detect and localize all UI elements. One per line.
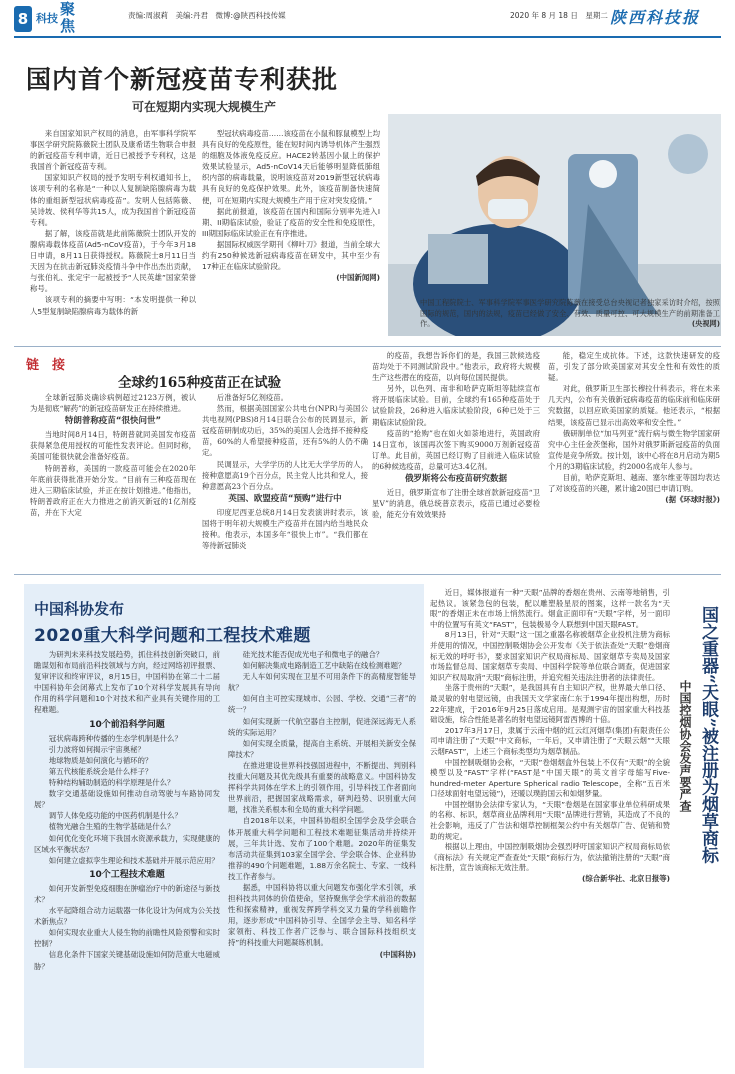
link-subhead-3: 俄罗斯将公布疫苗研究数据 (404, 474, 507, 485)
list-item: 调节人体免疫功能的中医药机制是什么？ (48, 811, 182, 821)
lead-column-2: 型冠状病毒疫苗……该疫苗在小鼠和豚鼠模型上均具有良好的免疫原性，能在短时间内诱导机体产生强烈的细胞及体液免疫反应。HACE2转基因小鼠上的保护效果试验显示，Ad5-nCoV14天后能够明显降低肺组织内部的病毒载量，说明该疫苗对2019新型冠状病毒具有良好的免疫保护效果。此外，该疫苗制备快速简便，可在短期内实现大规模生产用于应对突发疫情。” 据此前报道，该疫苗在国内和国际分别率先进入I期、II期临床试验，验证了疫苗的安全性和免疫原性，III期国际临床试验正在有序推进。 据国际权威医学期刊《柳叶刀》报道，当前全球大约有250种候选新冠病毒疫苗在研发中，其中至少有17种正在临床试验阶段。 (中国新闻网) (202, 129, 380, 283)
cast-source: (中国科协) (379, 949, 416, 959)
cast-column-1: 为研判未来科技发展趋势，抓住科技创新突破口，前瞻谋划和布局前沿科技领域与方向，经过网络初评报票、复审评议和终审评议，8月15日，中国科协在第二十二届中国科协年会闭幕式上发布了10个对科学发展具有导向作用的科学问题和10个对技术和产业具有关键作用的工程难题。 10个前沿科学问题 冠状病毒跨种传播的生态学机制是什么？ 引力波将如何揭示宇宙奥秘？ 地球物质是如何演化与循环的？ 第五代核能系统会是什么样子？ 特种结构辅助制造的科学原理是什么？ 数字交通基础设施如何推动自动驾驶与车路协同发展？ 调节人体免疫功能的中医药机制是什么？ 植物光融合生殖的生物学基础是什么？ 如何优化变化环境下我国水资源承载力，实现健康的区域水平衡状态？ 如何建立虚拟孪生理论和技术基础并开展示范应用？ 10个工程技术难题 如何开发新型免疫细胞在肿瘤治疗中的新途径与新技术？ 水平起降组合动力运载器一体化设计为何成为公关技术新焦点？ 如何实现农业重大人侵生物的前瞻性风险预警和实时控制？ 信息化条件下国家关键基础设施如何防范重大电磁威胁？ (34, 650, 220, 971)
lead-subheadline: 可在短期内实现大规模生产 (132, 100, 277, 114)
list-item: 如何实现全质量，提高自主系统、开展相关新安全保障技术？ (228, 738, 416, 759)
eng-problems-heading: 10个工程技术难题 (89, 869, 165, 880)
link-subhead-2: 英国、欧盟疫苗“预购”进行中 (228, 493, 342, 504)
header-rule (14, 36, 721, 38)
cast-title-line-1: 中国科协发布 (34, 600, 125, 618)
cast-column-2: 硅光技术能否促成光电子和微电子的融合？ 如何解决集成电路制造工艺中缺陷在线检测难题？ 无人车如何实现在卫星不可用条件下的高精度智能导航？ 如何自主可控实现城市、公园、学校、交通“三者”的统一？ 如何实现新一代航空器自主控制，促进深远海无人系统的实际运用？ 如何实现全质量，提高自主系统、开展相关新安全保障技术？ 在推进建设世界科技强国进程中，不断提出、判别科技重大问题及其优先级具有重要的战略意义。中国科协发挥科学共同体在学术上的引领作用，引导科技工作者面向世界前沿，把握国家战略需求，研判趋势、识别重大问题，找准关系根本和全局的重大科学问题。 自2018年以来，中国科协组织全国学会及学会联合体开展重大科学问题和工程技术难题征集活动并持续开展，三年共计选、发布了100个难题。2020年的征集发布活动共征集到103家全国学会、学会联合体、企业科协推荐的490个问题难题，1.88万余名院士、专家、一线科技工作者参与。 据悉，中国科协将以重大问题发布强化学术引领，承担科技共同体的价值使命，坚持聚焦学会学术前沿的数据性和探索精神，重视发挥跨学科交叉力量的学科前瞻作用，逐步形成“中国科协引导、全国学会主导、知名科学家领衔、科技工作者广泛参与、联合国际科技组织支持”的科技重大问题凝练机制。 (中国科协) (228, 650, 416, 959)
list-item: 引力波将如何揭示宇宙奥秘？ (48, 744, 145, 754)
link-column-4: 能，稳定生成抗体。下述，这款快速研发的疫苗，引发了部分欧美国家对其安全性和有效性的质疑。 对此，俄罗斯卫生部长穆拉什科表示，将在未来几天内，公布有关俄新冠病毒疫苗的临床前和临床研究数据，以回应欧美国家的质疑。他还表示，“根据结果，该疫苗已显示出高效率和安全性。” 俄研制单位“加马列亚”流行病与微生物学国家研究中心主任金茨堡称，国外对俄罗斯新冠疫苗的负面宣传是竞争所致。按计划，该中心将在8月启动为期5个月的3期临床试验，约2000名成年人参与。 目前，哈萨克斯坦、越南、塞尔维亚等国均表达了对该疫苗的兴趣，累计逾20国已申请订购。 (据《环球时报》) (548, 351, 721, 505)
sci-problems-list (34, 733, 220, 866)
page-header (0, 0, 735, 44)
list-item: 第五代核能系统会是什么样子？ (48, 766, 153, 776)
list-item: 无人车如何实现在卫星不可用条件下的高精度智能导航？ (228, 672, 416, 693)
link-subhead-1: 特朗普称疫苗“很快问世” (64, 416, 162, 427)
list-item: 特种结构辅助制造的科学原理是什么？ (48, 778, 175, 788)
list-item: 水平起降组合动力运载器一体化设计为何成为公关技术新焦点？ (34, 906, 220, 927)
link-column-1: 全球新冠肺炎确诊病例超过2123万例，被认为是彻底“解药”的新冠疫苗研发正在持续推进。 特朗普称疫苗“很快问世” 当地时间8月14日，特朗普就同美国发布疫苗获得紧急使用授权的可能性发表评论。但同时称，美国可能很快就会准备好疫苗。 特朗普称，美国的一款疫苗可能会在2020年年底前获得批准开始分发。“目前有三种疫苗现在进入三期临床试验，并正在按计划推进。”他指出，特朗普政府正在大力推进之前消灭新冠的1亿剂疫苗，并在下大定 (30, 393, 196, 517)
paper-masthead: 陕西科技报 (610, 8, 701, 27)
tianyan-body: 近日，媒体报道有一种“天眼”品牌的香烟在贵州、云南等地销售，引起热议。该紧急包的包装，配以雕塑般星辰的图案，这样一款名为“天眼”的香烟正未在市场上悄然流行。烟盒正面印有“天眼”字样，另一面印中的位置写有英文“FAST”，包装极易令人联想到中国天眼FAST。 8月13日，针对“天眼”这一国之重器名称被烟草企业投机注册为商标并使用的情况，中国控制吸烟协会公开发布《关于依法查处“天眼”卷烟商标无效的呼吁书》，要求国家知识产权局商标局、国家烟草专卖局及国家市场监督总局、国家烟草专卖局、中国科学院等单位联合调查，促进国家知识产权局取消“天眼”商标注册，并追究相关违法注册者的法律责任。 坐落于贵州的“天眼”，是我国具有自主知识产权，世界最大单口径、最灵敏的射电望远镜，由我国天文学家南仁东于1994年提出构想，历时22年建成，于2016年9月25日落成启用。是观测宇宙的国家重大科技基础设施，综合性能是著名的射电望远镜阿雷西博的十倍。 2017年3月17日，隶属于云南中烟的红云红河烟草(集团)有限责任公司申请注册了“天眼”中文商标，一年后，又申请注册了“天眼云烟”“天眼云烟FAST”，上述三个商标类型均为烟草制品。 中国控制吸烟协会称，“天眼”卷烟烟盒外包装上不仅有“天眼”的全貌模型以及“FAST”字样(“FAST是”中国天眼”的英文首字母缩写Five-hundred-meter Aperture Spherical radio Telescope，全称“五百米口径球面射电望远镜”)，还暖以璞韵国云和如烟梦量。 中国控烟协会法律专家认为，“天眼”卷烟是在国家事业单位科研成果的名称、标识，烟草商业品牌利用“天眼”品牌进行营销，其造成了不良的社会影响，违反了广告法和烟草控制框架公约中有关烟草广告、促销和赞助的规定。 根据以上理由，中国控制吸烟协会强烈呼吁国家知识产权局商标局依《商标法》有关规定严查查处“天眼”商标行为，依法撤销注册的“天眼”商标注册，宣告该商标无效注册。 (综合新华社、北京日报等) (430, 588, 670, 884)
list-item: 如何自主可控实现城市、公园、学校、交通“三者”的统一？ (228, 694, 416, 715)
eng-problems-list (34, 883, 220, 972)
link-source: (据《环球时报》) (665, 495, 720, 505)
link-tag: 链 接 (26, 358, 66, 373)
list-item: 如何实现新一代航空器自主控制，促进深远海无人系统的实际运用？ (228, 716, 416, 737)
section-divider-2 (14, 574, 721, 575)
tianyan-source: (综合新华社、北京日报等) (581, 874, 670, 884)
issue-date: 2020 年 8 月 18 日 星期二 (510, 11, 608, 20)
sci-problems-heading: 10个前沿科学问题 (89, 719, 165, 730)
section-title: 聚焦 (60, 0, 78, 35)
list-item: 如何优化变化环境下我国水资源承载力，实现健康的区域水平衡状态？ (34, 833, 220, 854)
list-item: 地球物质是如何演化与循环的？ (48, 755, 153, 765)
list-item: 如何实现农业重大人侵生物的前瞻性风险预警和实时控制？ (34, 928, 220, 949)
caption-source: (央视网) (691, 319, 720, 328)
list-item: 冠状病毒跨种传播的生态学机制是什么？ (48, 733, 182, 743)
list-item: 信息化条件下国家关键基础设施如何防范重大电磁威胁？ (34, 950, 220, 971)
list-item: 如何开发新型免疫细胞在肿瘤治疗中的新途径与新技术？ (34, 883, 220, 904)
editor-credits: 责编:周淑莉 美编:丹君 微博:@陕西科技传媒 (128, 11, 286, 20)
tianyan-subheadline: 中国控烟协会发声要严查 (678, 680, 692, 812)
section-divider-1 (14, 346, 721, 347)
lead-column-1: 来自国家知识产权局的消息，由军事科学院军事医学研究院陈薇院士团队及康希诺生物联合申报的新冠疫苗专利申请，近日已被授予专利权，这是我国首个新冠疫苗专利。 国家知识产权局的授予发明专利权通知书上，该项专利的名称是“一种以人复制缺陷腺病毒为载体的重组新型冠状病毒疫苗”。发明人包括陈薇、吴诗坡、侯利华等共15人，成为我国首个新冠疫苗专利。 据了解，该疫苗就是此前陈薇院士团队开发的腺病毒载体疫苗(Ad5-nCoV疫苗)，于今年3月18日申请，8月11日获得授权。陈薇院士8月11日当天因为在抗击新冠肺炎疫情斗争中作出杰出贡献，与张伯礼、张定宇一起被授予“人民英雄”国家荣誉称号。 该项专利的摘要中写明：“本发明提供一种以人5型复制缺陷腺病毒为载体的新 (30, 129, 196, 316)
photo-caption: 中国工程院院士、军事科学院军事医学研究院陈薇在接受总台央视记者独家采访时介绍，按照国际的规范，国内的法规，疫苗已经做了安全、有效、质量可控、可大规模生产的前期准备工作。 (央视网) (420, 298, 720, 328)
section-label: 科技 (36, 12, 58, 25)
link-column-2: 后准备好5亿剂疫苗。 然而，根据美国国家公共电台(NPR)与美国公共电视网(PBS)8月14日联合公布的民调显示，新冠疫苗研制成功后，35%的美国人会选择不接种疫苗，60%的人希望接种疫苗，还有5%的人仍不确定。 民调显示，大学学历的人比无大学学历的人，接种意愿高19个百分点，民主党人比共和党人，接种意愿高23个百分点。 英国、欧盟疫苗“预购”进行中 印度尼西亚总统8月14日发表演讲时表示，该国将于明年初大规模生产疫苗并在国内给当地民众接种。他表示，本国多年“很快上市”。“我们都在等待新冠肺炎 (202, 393, 368, 551)
link-column-3: 的疫苗，我想告诉你们的是，我国三款候选疫苗均处于不同测试阶段中。”他表示，政府将大规模生产这些潜在的疫苗，以向每位国民提供。 另外，以色列、南非和哈萨克斯坦等陆续宣布将开展临床试验。目前，全球约有165种疫苗处于试验阶段，26种进入临床试验阶段，6种已处于三期临床试验阶段。 疫苗的“抢购”也在如火如荼地进行，英国政府14日宣布，该国再次签下购买9000万剂新冠疫苗订单。此目前，英国已经订购了目前进入临床试验的6种候选疫苗，总量可达3.4亿剂。 俄罗斯将公布疫苗研究数据 近日，俄罗斯宣布了注册全球首款新冠疫苗“卫星V”的消息，俄总统普京表示，疫苗已通过必要检验，能充分有效效果持 (372, 351, 540, 520)
list-item: 数字交通基础设施如何推动自动驾驶与车路协同发展？ (34, 789, 220, 810)
list-item: 如何建立虚拟孪生理论和技术基础并开展示范应用？ (48, 855, 219, 865)
list-item: 植物光融合生殖的生物学基础是什么？ (48, 822, 175, 832)
list-item: 硅光技术能否促成光电子和微电子的融合？ (242, 650, 384, 659)
page-number-badge: 8 (14, 6, 32, 32)
tianyan-headline: 国之重器“天眼”被注册为烟草商标 (698, 606, 718, 864)
cast-title-line-2: 2020重大科学问题和工程技术难题 (34, 626, 311, 646)
lead-headline: 国内首个新冠疫苗专利获批 (26, 65, 339, 94)
link-headline: 全球约165种疫苗正在试验 (118, 375, 282, 391)
list-item: 如何解决集成电路制造工艺中缺陷在线检测难题？ (242, 661, 406, 671)
eng-problems-list-cont (228, 649, 416, 760)
lead-source: (中国新闻网) (336, 273, 380, 283)
